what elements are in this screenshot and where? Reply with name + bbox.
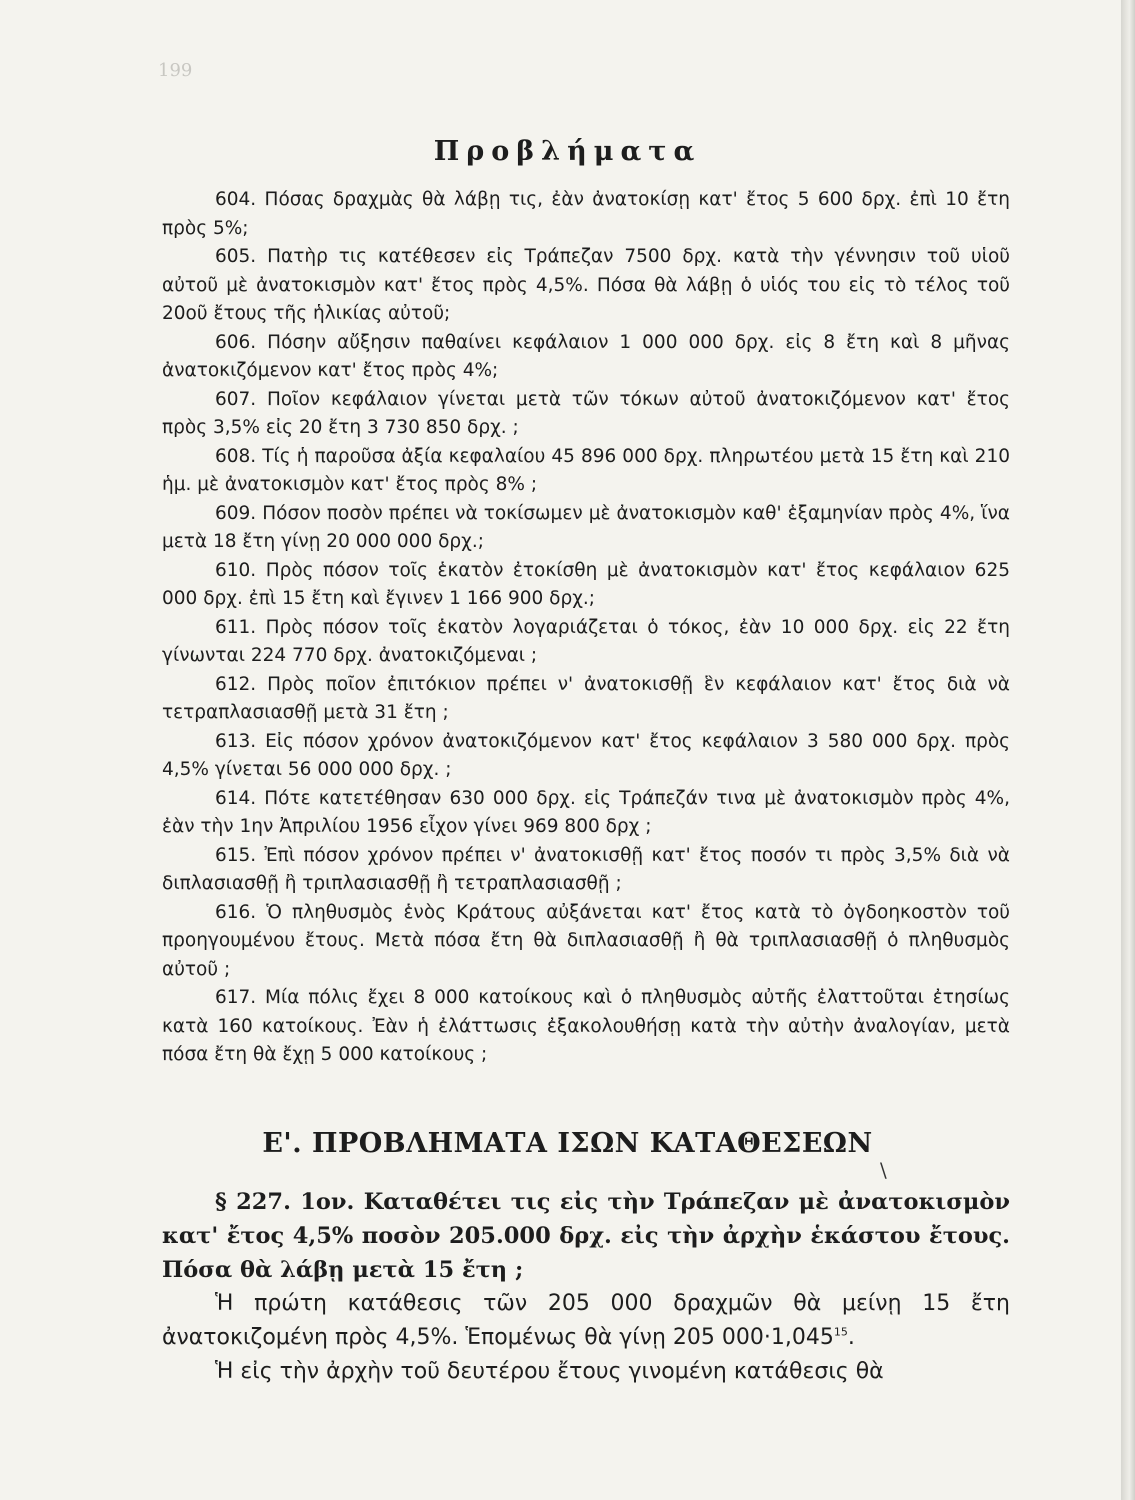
problem-item: 608. Τίς ἡ παροῦσα ἀξία κεφαλαίου 45 896 000 δρχ. πληρωτέου μετὰ 15 ἔτη καὶ 210 ἡμ. μὲ ἀνατοκισμὸν κατ' ἔτος πρὸς 8% ; <box>162 445 1010 495</box>
page-number: 199 <box>158 60 193 81</box>
solution-paragraph <box>162 1287 1010 1355</box>
problem-item: 605. Πατὴρ τις κατέθεσεν εἰς Τράπεζαν 7500 δρχ. κατὰ τὴν γέννησιν τοῦ υἱοῦ αὐτοῦ μὲ ἀνατοκισμὸν κατ' ἔτος πρὸς 4,5%. Πόσα θὰ λάβῃ ὁ υἱός του εἰς τὸ τέλος τοῦ 20οῦ ἔτους τῆς ἡλικίας αὐτοῦ; <box>162 246 1010 324</box>
solution-paragraph: Ἡ εἰς τὴν ἀρχὴν τοῦ δευτέρου ἔτους γινομένη κατάθεσις θὰ <box>215 1359 884 1384</box>
problem-item: 611. Πρὸς πόσον τοῖς ἑκατὸν λογαριάζεται ὁ τόκος, ἐὰν 10 000 δρχ. εἰς 22 ἔτη γίνωνται 224 770 δρχ. ἀνατοκιζόμεναι ; <box>162 616 1010 666</box>
problem-item: 612. Πρὸς ποῖον ἐπιτόκιον πρέπει ν' ἀνατοκισθῇ ἓν κεφάλαιον κατ' ἔτος διὰ νὰ τετραπλασιασθῇ μετὰ 31 ἔτη ; <box>162 673 1010 723</box>
solution-text: Ἡ πρώτη κατάθεσις τῶν 205 000 δραχμῶν θὰ μείνῃ 15 ἔτη ἀνατοκιζομένη πρὸς 4,5%. Ἑπομένως θὰ γίνῃ 205 000·1,045 <box>162 1291 1010 1350</box>
problems-list <box>162 186 1010 1070</box>
problem-item: 610. Πρὸς πόσον τοῖς ἑκατὸν ἐτοκίσθη μὲ ἀνατοκισμὸν κατ' ἔτος κεφάλαιον 625 000 δρχ. ἐπὶ 15 ἔτη καὶ ἔγινεν 1 166 900 δρχ.; <box>162 559 1010 609</box>
problem-item: 613. Εἰς πόσον χρόνον ἀνατοκιζόμενον κατ' ἔτος κεφάλαιον 3 580 000 δρχ. πρὸς 4,5% γίνεται 56 000 000 δρχ. ; <box>162 730 1010 780</box>
page-heading: Προβλήματα <box>433 136 702 167</box>
page-edge <box>1121 0 1135 1500</box>
solution-end: . <box>847 1325 855 1350</box>
section-body <box>162 1185 1010 1389</box>
problem-item: 607. Ποῖον κεφάλαιον γίνεται μετὰ τῶν τόκων αὐτοῦ ἀνατοκιζόμενον κατ' ἔτος πρὸς 3,5% εἰς 20 ἔτη 3 730 850 δρχ. ; <box>162 388 1010 438</box>
problem-item: 604. Πόσας δραχμὰς θὰ λάβῃ τις, ἐὰν ἀνατοκίσῃ κατ' ἔτος 5 600 δρχ. ἐπὶ 10 ἔτη πρὸς 5%; <box>162 189 1010 239</box>
problem-item: 616. Ὁ πληθυσμὸς ἑνὸς Κράτους αὐξάνεται κατ' ἔτος κατὰ τὸ ὀγδοηκοστὸν τοῦ προηγουμένου ἔτους. Μετὰ πόσα ἔτη θὰ διπλασιασθῇ ἢ θὰ τριπλασιασθῇ ὁ πληθυσμὸς αὐτοῦ ; <box>162 901 1010 980</box>
exponent: 15 <box>833 1325 848 1339</box>
problem-item: 606. Πόσην αὔξησιν παθαίνει κεφάλαιον 1 000 000 δρχ. εἰς 8 ἔτη καὶ 8 μῆνας ἀνατοκιζόμενον κατ' ἔτος πρὸς 4%; <box>162 331 1010 381</box>
problem-item: 617. Μία πόλις ἔχει 8 000 κατοίκους καὶ ὁ πληθυσμὸς αὐτῆς ἐλαττοῦται ἐτησίως κατὰ 160 κατοίκους. Ἐὰν ἡ ἐλάττωσις ἐξακολουθήσῃ κατὰ τὴν αὐτὴν ἀναλογίαν, μετὰ πόσα ἔτη θὰ ἔχῃ 5 000 κατοίκους ; <box>162 987 1010 1065</box>
problem-item: 614. Πότε κατετέθησαν 630 000 δρχ. εἰς Τράπεζάν τινα μὲ ἀνατοκισμὸν πρὸς 4%, ἐὰν τὴν 1ην Ἀπριλίου 1956 εἶχον γίνει 969 800 δρχ ; <box>162 787 1010 837</box>
section-statement: § 227. 1ον. Καταθέτει τις εἰς τὴν Τράπεζαν μὲ ἀνατοκισμὸν κατ' ἔτος 4,5% ποσὸν 205.000 δρχ. εἰς τὴν ἀρχὴν ἑκάστου ἔτους. Πόσα θὰ λάβῃ μετὰ 15 ἔτη ; <box>162 1189 1010 1283</box>
stray-mark: \ <box>880 1158 887 1182</box>
problem-item: 615. Ἐπὶ πόσον χρόνον πρέπει ν' ἀνατοκισθῇ κατ' ἔτος ποσόν τι πρὸς 3,5% διὰ νὰ διπλασιασθῇ ἢ τριπλασιασθῇ ἢ τετραπλασιασθῇ ; <box>162 844 1010 894</box>
problem-item: 609. Πόσον ποσὸν πρέπει νὰ τοκίσωμεν μὲ ἀνατοκισμὸν καθ' ἑξαμηνίαν πρὸς 4%, ἵνα μετὰ 18 ἔτη γίνῃ 20 000 000 δρχ.; <box>162 502 1010 552</box>
section-title: Ε'. ΠΡΟΒΛΗΜΑΤΑ ΙΣΩΝ ΚΑΤΑΘΕΣΕΩΝ <box>262 1128 873 1159</box>
